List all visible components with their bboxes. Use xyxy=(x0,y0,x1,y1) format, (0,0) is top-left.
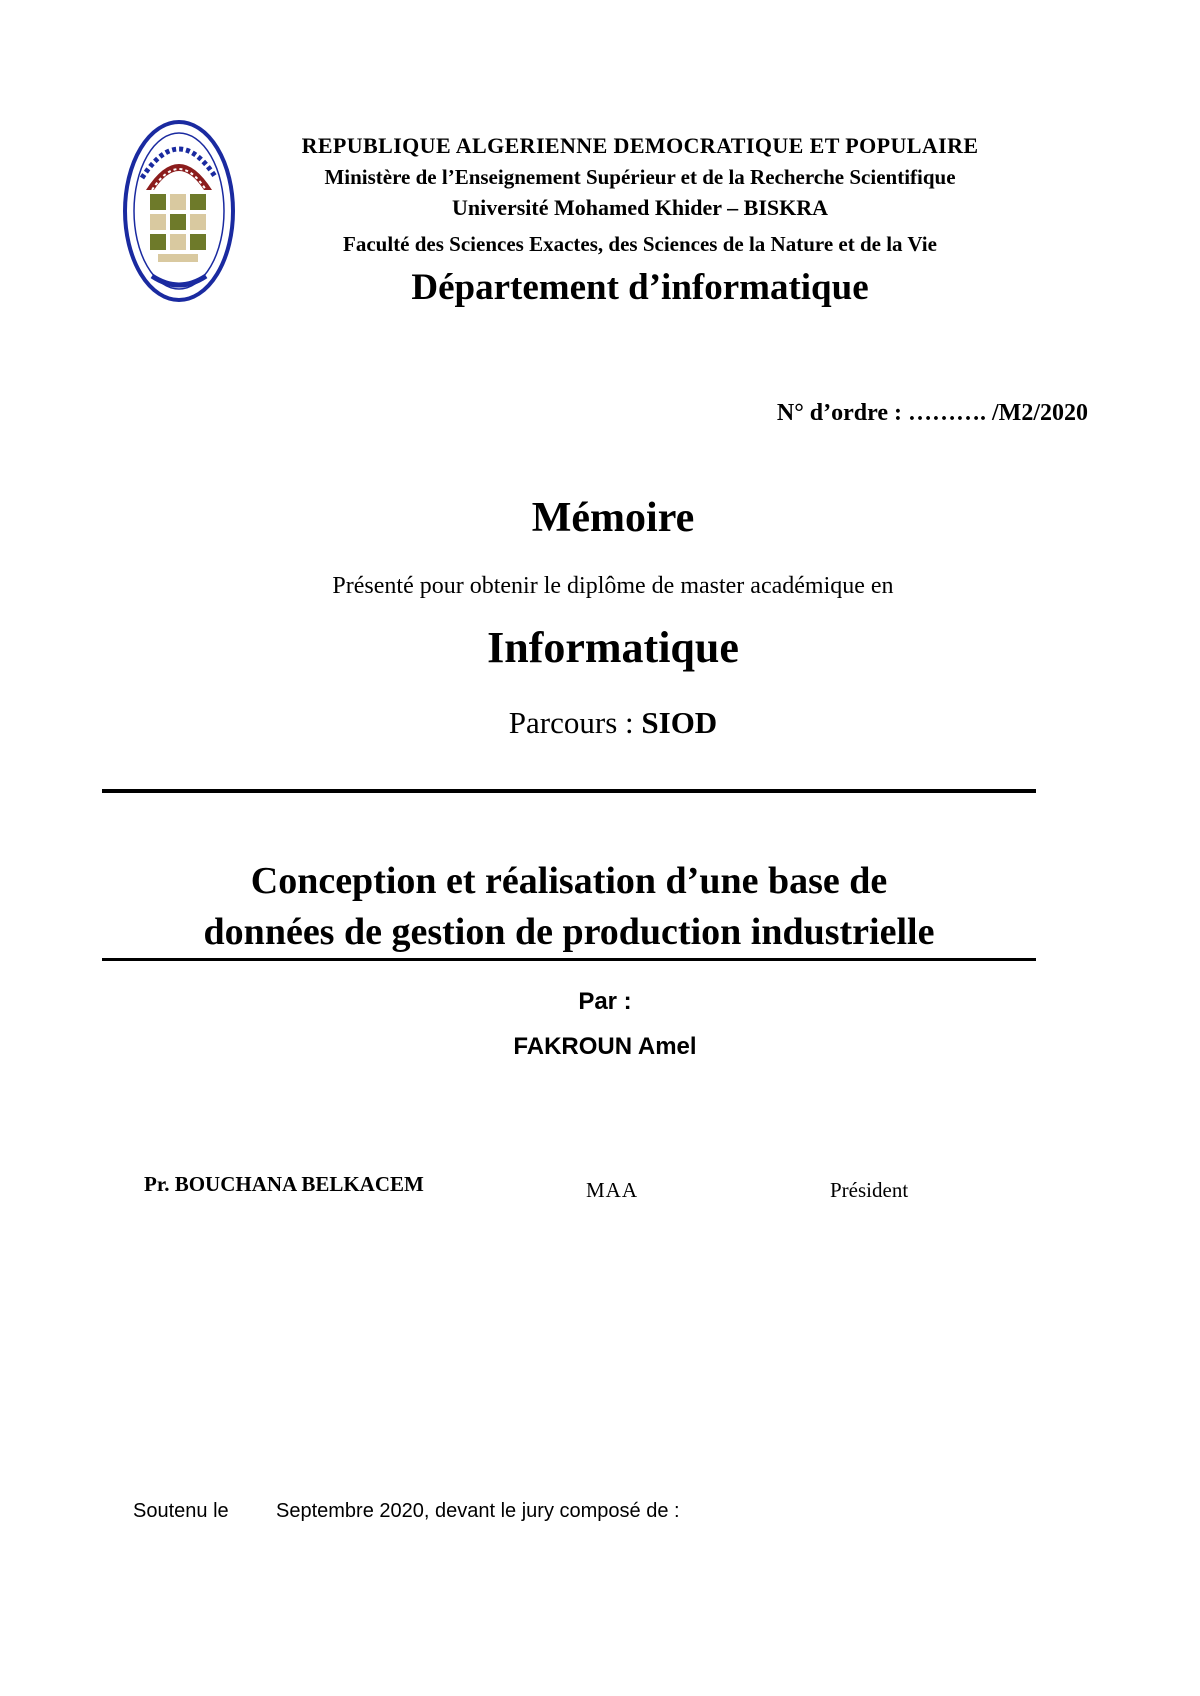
faculte-heading: Faculté des Sciences Exactes, des Sciences de la Nature et de la Vie xyxy=(343,232,937,256)
universite-heading: Université Mohamed Khider – BISKRA xyxy=(451,195,829,220)
defense-date: Septembre 2020, devant le jury composé de : xyxy=(276,1500,680,1522)
university-seal-icon xyxy=(122,118,236,304)
title-underline xyxy=(102,958,1036,961)
defense-label: Soutenu le xyxy=(133,1500,229,1522)
jury-member-role: Président xyxy=(830,1178,909,1202)
author-name: FAKROUN Amel xyxy=(513,1033,697,1060)
parcours-label: Parcours : xyxy=(508,705,642,740)
parcours xyxy=(0,705,1200,741)
thesis-title xyxy=(102,856,1036,958)
horizontal-rule xyxy=(102,789,1036,793)
diploma-statement: Présenté pour obtenir le diplôme de master académique en xyxy=(332,573,894,599)
by-label: Par : xyxy=(578,988,632,1015)
thesis-title-line1: Conception et réalisation d’une base de xyxy=(250,860,888,902)
republique-heading: REPUBLIQUE ALGERIENNE DEMOCRATIQUE ET POPULAIRE xyxy=(301,133,979,158)
parcours-value: SIOD xyxy=(641,705,718,740)
thesis-title-line2: données de gestion de production industrielle xyxy=(203,911,935,953)
order-number: N° d’ordre : ………. /M2/2020 xyxy=(776,400,1088,426)
ministere-heading: Ministère de l’Enseignement Supérieur et de la Recherche Scientifique xyxy=(324,165,956,189)
jury-member-grade: MAA xyxy=(586,1178,639,1202)
jury-member-name: Pr. BOUCHANA BELKACEM xyxy=(144,1172,424,1196)
departement-heading: Département d’informatique xyxy=(411,267,869,308)
discipline: Informatique xyxy=(487,623,739,672)
document-type: Mémoire xyxy=(531,495,695,541)
